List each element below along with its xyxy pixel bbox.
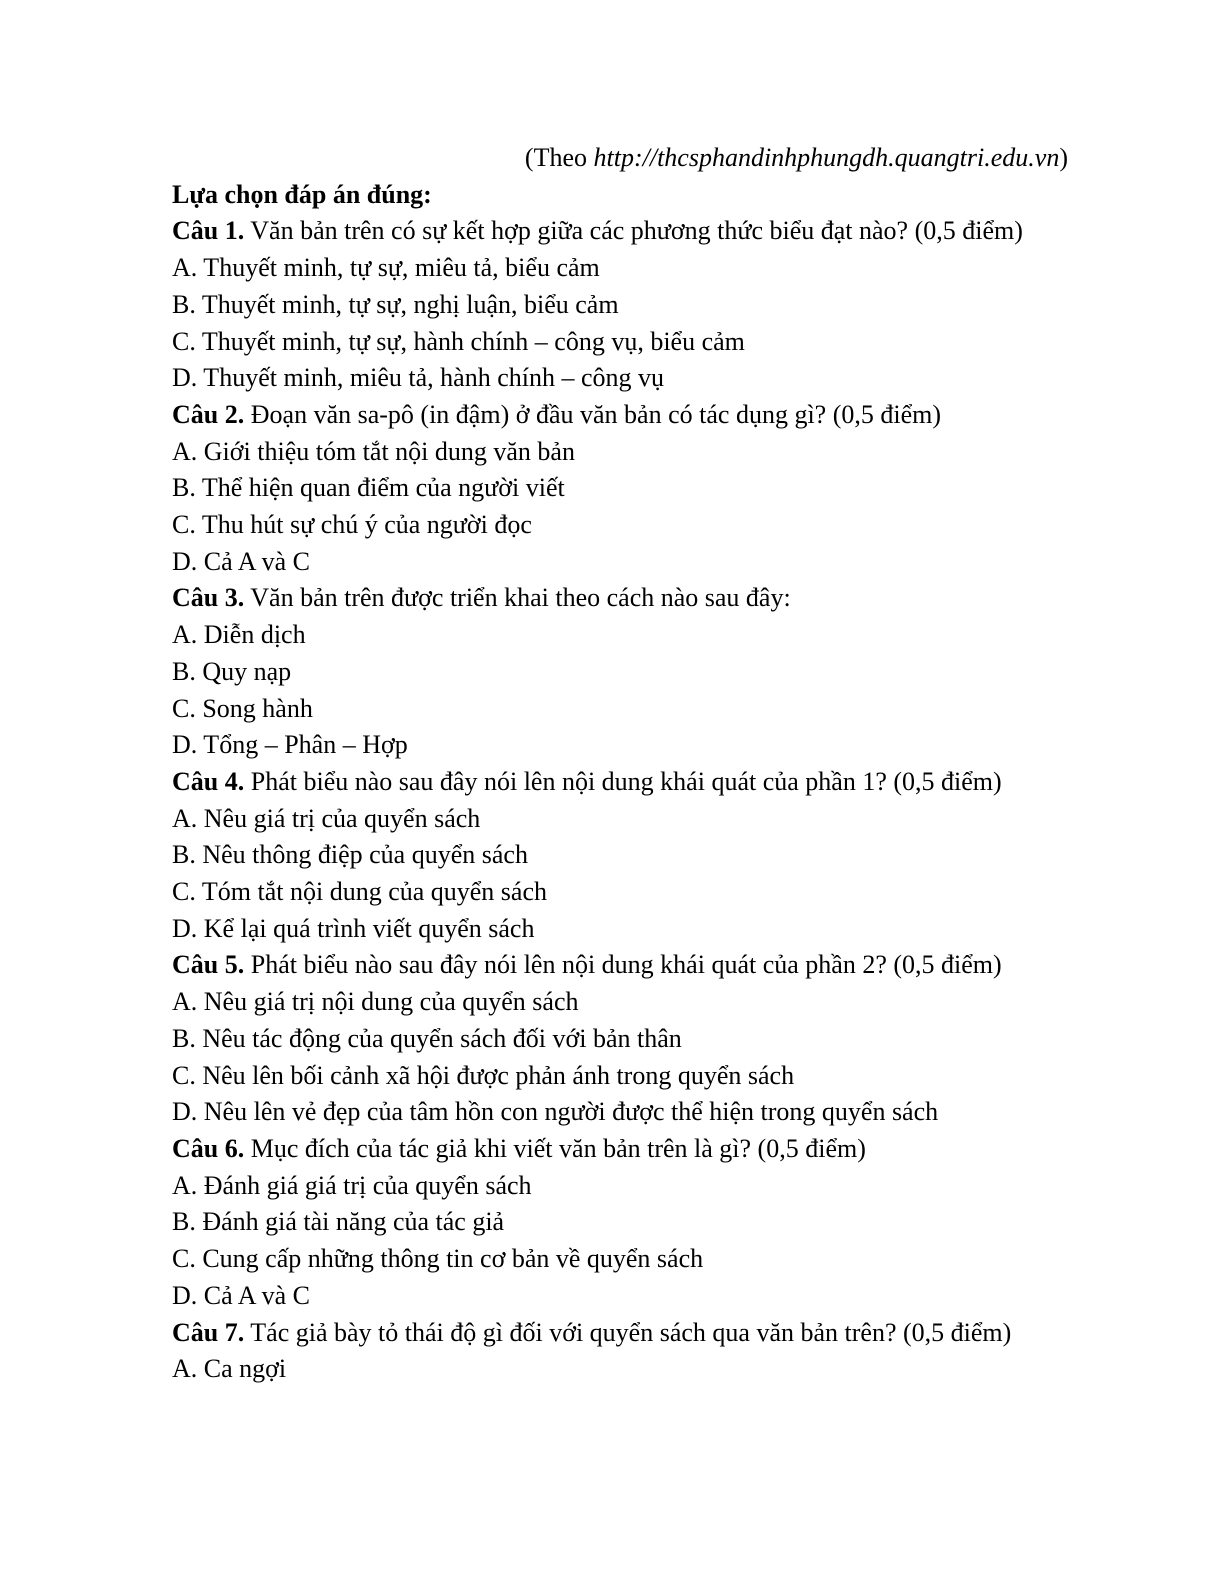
question-label: Câu 5.: [172, 950, 245, 980]
question-label: Câu 7.: [172, 1317, 245, 1347]
answer-option: B. Nêu thông điệp của quyển sách: [172, 840, 528, 870]
question-text: Tác giả bày tỏ thái độ gì đối với quyển sách qua văn bản trên? (0,5 điểm): [250, 1317, 1012, 1347]
answer-option: D. Thuyết minh, miêu tả, hành chính – công vụ: [172, 363, 664, 393]
answer-option: C. Song hành: [172, 693, 313, 723]
answer-option: D. Cả A và C: [172, 546, 310, 576]
answer-option: B. Đánh giá tài năng của tác giả: [172, 1207, 505, 1237]
source-prefix: (Theo: [524, 143, 594, 172]
question-2: [142, 397, 1070, 434]
answer-option: A. Nêu giá trị nội dung của quyển sách: [172, 987, 579, 1017]
answer-option: A. Giới thiệu tóm tắt nội dung văn bản: [172, 436, 575, 466]
section-heading: Lựa chọn đáp án đúng:: [172, 179, 432, 209]
answer-option: D. Nêu lên vẻ đẹp của tâm hồn con người được thể hiện trong quyển sách: [172, 1097, 939, 1127]
document-page: [142, 140, 1070, 1388]
question-1: [142, 213, 1070, 250]
question-6: [142, 1131, 1070, 1168]
question-text: Phát biểu nào sau đây nói lên nội dung khái quát của phần 2? (0,5 điểm): [250, 950, 1002, 980]
question-7: [142, 1315, 1070, 1352]
answer-option: C. Tóm tắt nội dung của quyển sách: [172, 877, 548, 907]
answer-option: A. Nêu giá trị của quyển sách: [172, 803, 481, 833]
question-label: Câu 1.: [172, 216, 245, 246]
answer-option: D. Cả A và C: [172, 1280, 310, 1310]
answer-option: B. Thể hiện quan điểm của người viết: [172, 473, 565, 503]
question-label: Câu 3.: [172, 583, 245, 613]
answer-option: D. Tổng – Phân – Hợp: [172, 730, 408, 760]
answer-option: C. Cung cấp những thông tin cơ bản về quyển sách: [172, 1244, 704, 1274]
answer-option: D. Kể lại quá trình viết quyển sách: [172, 913, 535, 943]
question-text: Văn bản trên được triển khai theo cách nào sau đây:: [250, 583, 791, 613]
question-text: Phát biểu nào sau đây nói lên nội dung khái quát của phần 1? (0,5 điểm): [250, 766, 1002, 796]
question-4: [142, 764, 1070, 801]
question-text: Văn bản trên có sự kết hợp giữa các phương thức biểu đạt nào? (0,5 điểm): [250, 216, 1023, 246]
answer-option: C. Nêu lên bối cảnh xã hội được phản ánh trong quyển sách: [172, 1060, 795, 1090]
answer-option: B. Thuyết minh, tự sự, nghị luận, biểu cảm: [172, 289, 619, 319]
answer-option: A. Thuyết minh, tự sự, miêu tả, biểu cảm: [172, 253, 600, 283]
question-text: Mục đích của tác giả khi viết văn bản trên là gì? (0,5 điểm): [250, 1133, 866, 1163]
question-label: Câu 2.: [172, 399, 245, 429]
question-5: [142, 947, 1070, 984]
question-label: Câu 4.: [172, 766, 245, 796]
question-list: [142, 213, 1070, 1388]
question-text: Đoạn văn sa-pô (in đậm) ở đầu văn bản có tác dụng gì? (0,5 điểm): [250, 399, 942, 429]
source-suffix: ): [1059, 143, 1068, 172]
question-label: Câu 6.: [172, 1133, 245, 1163]
answer-option: A. Ca ngợi: [172, 1354, 287, 1384]
source-url: http://thcsphandinhphungdh.quangtri.edu.vn: [593, 143, 1060, 172]
answer-option: C. Thu hút sự chú ý của người đọc: [172, 510, 532, 540]
answer-option: C. Thuyết minh, tự sự, hành chính – công vụ, biểu cảm: [172, 326, 745, 356]
answer-option: A. Đánh giá giá trị của quyển sách: [172, 1170, 532, 1200]
question-3: [142, 580, 1070, 617]
answer-option: B. Quy nạp: [172, 656, 292, 686]
answer-option: B. Nêu tác động của quyển sách đối với bản thân: [172, 1023, 682, 1053]
answer-option: A. Diễn dịch: [172, 620, 306, 650]
source-citation: [142, 140, 1070, 177]
